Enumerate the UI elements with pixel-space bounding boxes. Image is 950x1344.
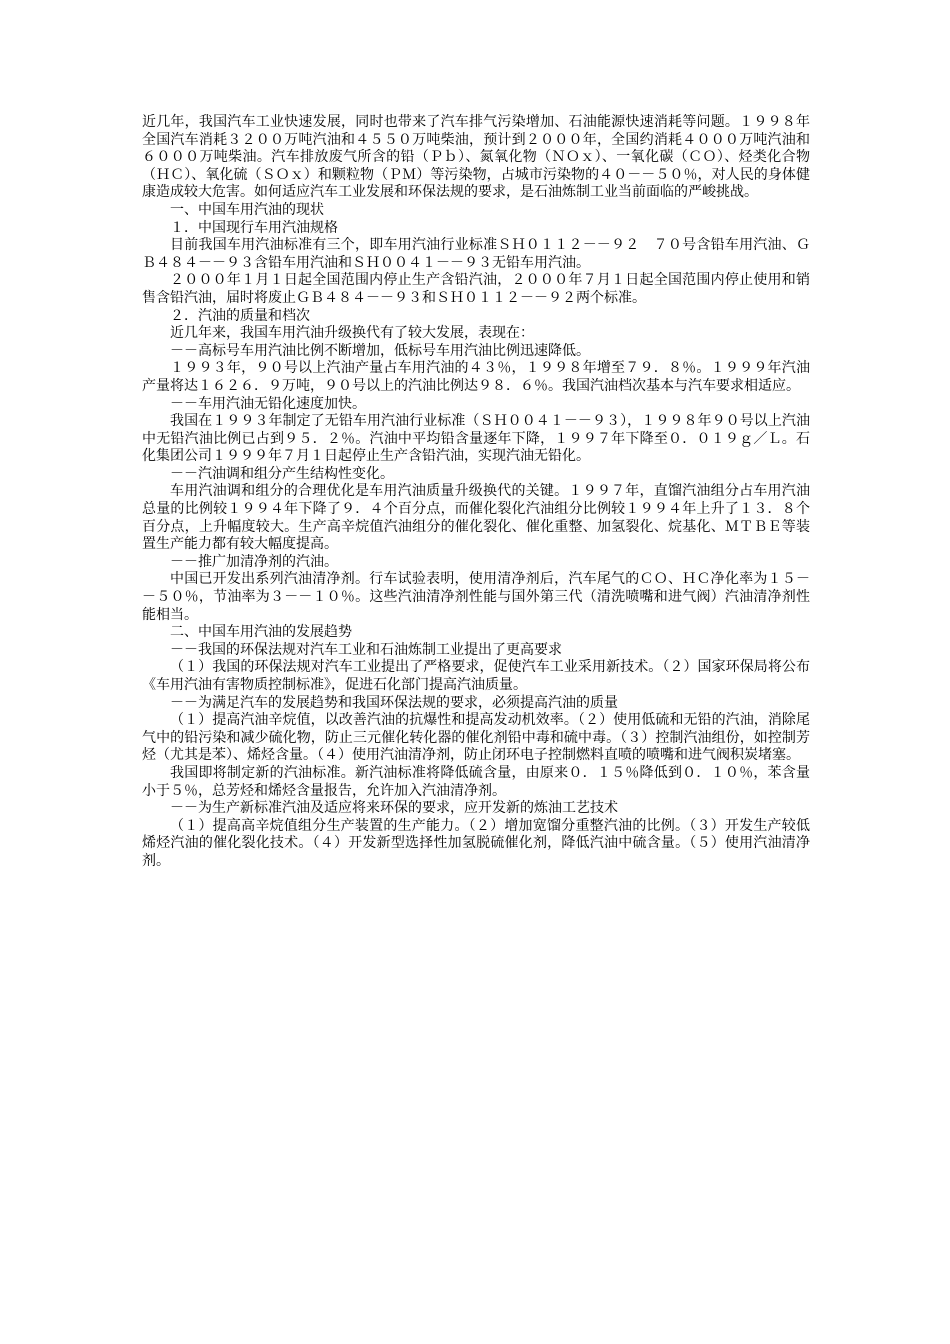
bullet-unleaded-speed: －－车用汽油无铅化速度加快。 [170, 395, 366, 412]
intro-paragraph: 近几年，我国汽车工业快速发展，同时也带来了汽车排气污染增加、石油能源快速消耗等问题。１９９８年全国汽车消耗３２００万吨汽油和４５５０万吨柴油，预计到２０００年，全国约消耗４０００万吨汽油和６０００万吨柴油。汽车排放废气所含的铅（Ｐｂ）、氮氧化物（ＮＯｘ）、一氧化碳（ＣＯ）、烃类化合物（ＨＣ）、氧化硫（ＳＯｘ）和颗粒物（ＰＭ）等污染物，占城市污染物的４０－－５０％，对人民的身体健康造成较大危害。如何适应汽车工业发展和环保法规的要求，是石油炼制工业当前面临的严峻挑战。 [142, 114, 810, 201]
bullet-blend-structure: －－汽油调和组分产生结构性变化。 [170, 465, 394, 482]
section-heading-current-status: 一、中国车用汽油的现状 [170, 201, 324, 218]
bullet-improve-quality: －－为满足汽车的发展趋势和我国环保法规的要求，必须提高汽油的质量 [170, 694, 618, 711]
paragraph-standards: 目前我国车用汽油标准有三个，即车用汽油行业标准ＳＨ０１１２－－９２ ７０号含铅车用汽油、ＧＢ４８４－－９３含铅车用汽油和ＳＨ００４１－－９３无铅车用汽油。 [142, 237, 810, 271]
paragraph-quality-measures: （１）提高汽油辛烷值，以改善汽油的抗爆性和提高发动机效率。（２）使用低硫和无铅的汽油，消除尾气中的铅污染和减少硫化物，防止三元催化转化器的催化剂铅中毒和硫中毒。（３）控制汽油组份，如控制芳烃（尤其是苯）、烯烃含量。（４）使用汽油清净剂，防止闭环电子控制燃料直喷的喷嘴和进气阀积炭堵塞。 [142, 712, 810, 764]
bullet-new-technology: －－为生产新标准汽油及适应将来环保的要求，应开发新的炼油工艺技术 [170, 800, 618, 817]
paragraph-leaded-ban: ２０００年１月１日起全国范围内停止生产含铅汽油，２０００年７月１日起全国范围内停止使用和销售含铅汽油，届时将废止ＧＢ４８４－－９３和ＳＨ０１１２－－９２两个标准。 [142, 272, 810, 306]
section-heading-trends: 二、中国车用汽油的发展趋势 [170, 624, 352, 641]
bullet-env-regulations: －－我国的环保法规对汽车工业和石油炼制工业提出了更高要求 [170, 641, 562, 658]
subheading-gasoline-specs: １．中国现行车用汽油规格 [170, 219, 338, 236]
bullet-high-grade-ratio: －－高标号车用汽油比例不断增加，低标号车用汽油比例迅速降低。 [170, 342, 590, 359]
paragraph-unleaded-standard: 我国在１９９３年制定了无铅车用汽油行业标准（ＳＨ００４１－－９３），１９９８年９０号以上汽油中无铅汽油比例已占到９５．２％。汽油中平均铅含量逐年下降，１９９７年下降至０．０１９ｇ／Ｌ。石化集团公司１９９９年７月１日起停止生产含铅汽油，实现汽油无铅化。 [142, 413, 810, 465]
paragraph-upgrade-intro: 近几年来，我国车用汽油升级换代有了较大发展，表现在： [170, 325, 534, 342]
paragraph-blend-optimization: 车用汽油调和组分的合理优化是车用汽油质量升级换代的关键。１９９７年，直馏汽油组分占车用汽油总量的比例较１９９４年下降了９．４个百分点，而催化裂化汽油组分比例较１９９４年上升了１３．８个百分点，上升幅度较大。生产高辛烷值汽油组分的催化裂化、催化重整、加氢裂化、烷基化、ＭＴＢＥ等装置生产能力都有较大幅度提高。 [142, 483, 810, 553]
paragraph-production-stats: １９９３年，９０号以上汽油产量占车用汽油的４３％，１９９８年增至７９．８％。１９９９年汽油产量将达１６２６．９万吨，９０号以上的汽油比例达９８．６％。我国汽油档次基本与汽车要求相适应。 [142, 360, 810, 394]
bullet-detergent: －－推广加清净剂的汽油。 [170, 553, 338, 570]
document-body [142, 114, 810, 871]
paragraph-new-standard: 我国即将制定新的汽油标准。新汽油标准将降低硫含量，由原来０．１５％降低到０．１０％，苯含量小于５％，总芳烃和烯烃含量报告，允许加入汽油清净剂。 [142, 764, 810, 799]
paragraph-detergent-results: 中国已开发出系列汽油清净剂。行车试验表明，使用清净剂后，汽车尾气的ＣＯ、ＨＣ净化率为１５－－５０％，节油率为３－－１０％。这些汽油清净剂性能与国外第三代（清洗喷嘴和进气阀）汽油清净剂性能相当。 [142, 571, 810, 623]
paragraph-env-requirements: （１）我国的环保法规对汽车工业提出了严格要求，促使汽车工业采用新技术。（２）国家环保局将公布《车用汽油有害物质控制标准》，促进石化部门提高汽油质量。 [142, 659, 810, 693]
paragraph-technology-measures: （１）提高高辛烷值组分生产装置的生产能力。（２）增加宽馏分重整汽油的比例。（３）开发生产较低烯烃汽油的催化裂化技术。（４）开发新型选择性加氢脱硫催化剂，降低汽油中硫含量。（５）使用汽油清净剂。 [142, 817, 810, 869]
subheading-quality-grades: ２．汽油的质量和档次 [170, 307, 310, 324]
